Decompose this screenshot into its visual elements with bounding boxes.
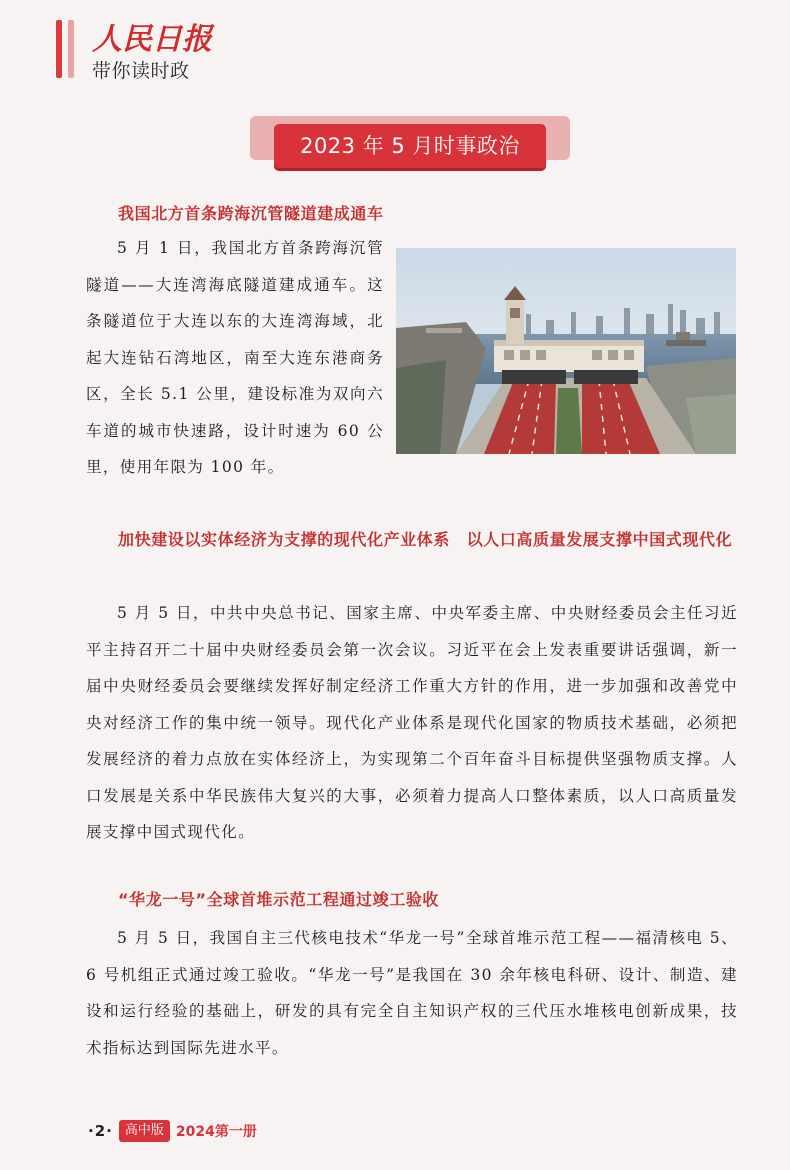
header-decoration [56,20,74,78]
paragraph-hualong: 5 月 5 日，我国自主三代核电技术“华龙一号”全球首堆示范工程——福清核电 5、6 号机组正式通过竣工验收。“华龙一号”是我国在 30 余年核电科研、设计、制造、建设和运行经验的基础上，研发的具有完全自主知识产权的三代压水堆核电创新成果，技术指标达到国际先进水平。 [86,929,738,1057]
title-banner [250,116,570,170]
paragraph-tunnel: 5 月 1 日，我国北方首条跨海沉管隧道——大连湾海底隧道建成通车。这条隧道位于大连以东的大连湾海域，北起大连钻石湾地区，南至大连东港商务区，全长 5.1 公里，建设标准为双向六车道的城市快速路，设计时速为 60 公里，使用年限为 100 年。 [86,239,384,476]
page-title: 2023 年 5 月时事政治 [274,124,546,168]
section-title-tunnel: 我国北方首条跨海沉管隧道建成通车 [118,204,384,223]
header-bar-red [56,20,62,78]
page-footer [88,1120,257,1142]
section-title-hualong: “华龙一号”全球首堆示范工程通过竣工验收 [118,890,440,909]
edition-badge: 高中版 [119,1120,170,1142]
page-number: ·2· [88,1122,113,1140]
masthead-subtitle: 带你读时政 [92,60,190,82]
section-title-economy: 加快建设以实体经济为支撑的现代化产业体系 以人口高质量发展支撑中国式现代化 [118,530,733,549]
header-bar-pink [68,20,74,78]
tunnel-photo [396,248,736,454]
paragraph-economy: 5 月 5 日，中共中央总书记、国家主席、中央军委主席、中央财经委员会主任习近平主持召开二十届中央财经委员会第一次会议。习近平在会上发表重要讲话强调，新一届中央财经委员会要继续发挥好制定经济工作重大方针的作用，进一步加强和改善党中央对经济工作的集中统一领导。现代化产业体系是现代化国家的物质技术基础，必须把发展经济的着力点放在实体经济上，为实现第二个百年奋斗目标提供坚强物质支撑。人口发展是关系中华民族伟大复兴的大事，必须着力提高人口整体素质，以人口高质量发展支撑中国式现代化。 [86,604,738,841]
masthead-logo: 人民日报 [92,22,212,57]
issue-label: 2024第一册 [175,1124,257,1140]
tunnel-photo-illustration [396,248,736,454]
